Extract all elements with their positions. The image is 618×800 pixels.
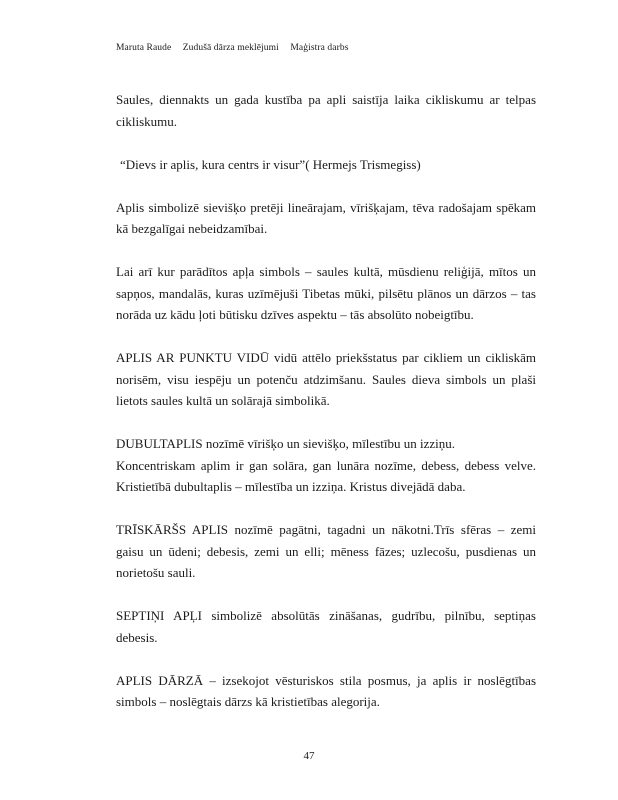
double-circle-line-1: DUBULTAPLIS nozīmē vīrišķo un sievišķo, mīlestību un izziņu. <box>116 436 455 451</box>
paragraph-circle-with-dot: APLIS AR PUNKTU VIDŪ vidū attēlo priekšstatus par cikliem un cikliskām norisēm, visu iespēju un potenču atdzimšanu. Saules dieva simbols un plaši lietots saules kultā un solārajā simbolikā. <box>116 350 536 408</box>
page-number: 47 <box>303 750 315 762</box>
header-title: Zudušā dārza meklējumi <box>182 43 279 53</box>
paragraph-double-circle <box>116 433 536 498</box>
double-circle-line-2: Koncentriskam aplim ir gan solāra, gan lunāra nozīme, debess, debess velve. Kristietībā dubultaplis – mīlestība un izziņa. Kristus divejādā daba. <box>116 457 536 494</box>
paragraph-triple-circle: TRĪSKĀRŠS APLIS nozīmē pagātni, tagadni un nākotni.Trīs sfēras – zemi gaisu un ūdeni; debesis, zemi un elli; mēness fāzes; uzlecošu, pusdienas un norietošu sauli. <box>116 522 536 580</box>
paragraph-circle-symbol: Lai arī kur parādītos apļa simbols – saules kultā, mūsdienu reliģijā, mītos un sapņos, mandalās, kuras uzīmējuši Tibetas mūki, pilsētu plānos un dārzos – tas norāda uz kādu ļoti būtisku dzīves aspektu – tās absolūto nobeigtību. <box>116 264 536 322</box>
paragraph-quote: “Dievs ir aplis, kura centrs ir visur”( Hermejs Trismegiss) <box>120 156 421 172</box>
paragraph-seven-circles: SEPTIŅI APĻI simbolizē absolūtās zināšanas, gudrību, pilnību, septiņas debesis. <box>116 608 536 645</box>
paragraph-circle-feminine: Aplis simbolizē sievišķo pretēji lineārajam, vīrišķajam, tēva radošajam spēkam kā bezgalīgai nebeidzamībai. <box>116 199 536 236</box>
paragraph-circle-in-garden: APLIS DĀRZĀ – izsekojot vēsturiskos stila posmus, ja aplis ir noslēgtības simbols – noslēgtais dārzs kā kristietības alegorija. <box>116 672 536 709</box>
header-work-type: Maģistra darbs <box>290 43 349 53</box>
running-header <box>116 43 358 53</box>
paragraph-cyclic: Saules, diennakts un gada kustība pa apli saistīja laika cikliskumu ar telpas cikliskumu. <box>116 92 536 129</box>
header-author: Maruta Raude <box>116 43 172 53</box>
page-body <box>116 89 536 734</box>
